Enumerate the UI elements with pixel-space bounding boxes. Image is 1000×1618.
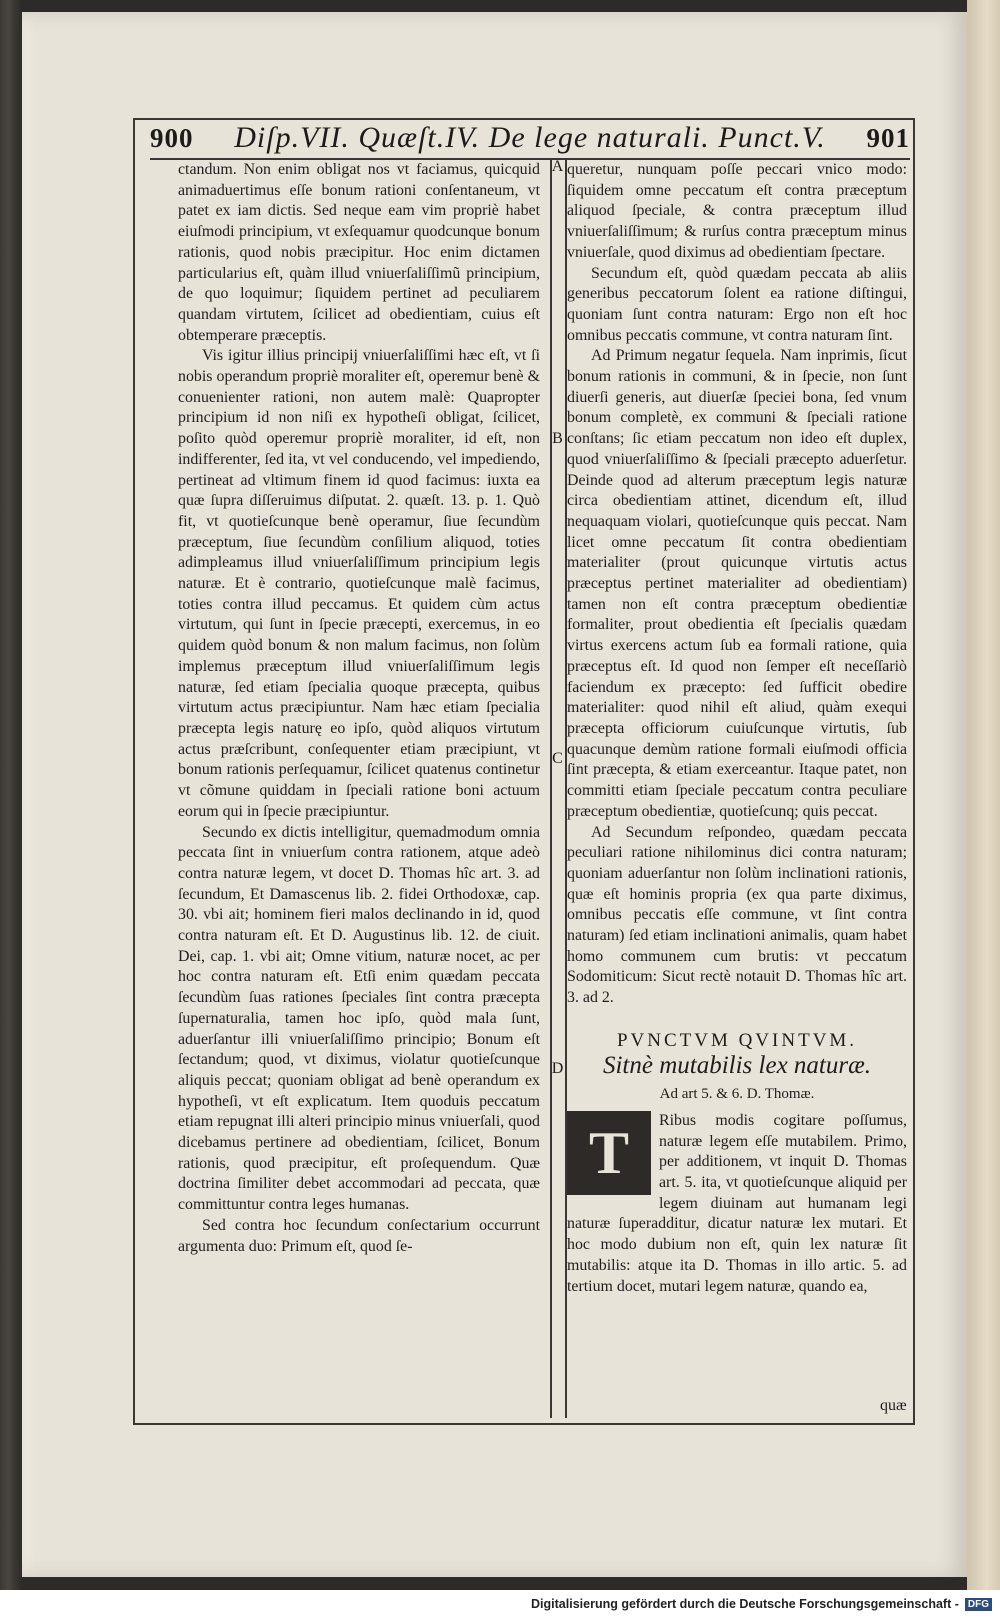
paragraph: Secundum eſt, quòd quædam peccata ab aliis generibus peccatorum ſolent ea ratione diſtingui, quoniam ſunt contra naturam: Ergo non eſt hoc omnibus peccatis commune, vt contra naturam ſint. bbox=[567, 264, 907, 344]
margin-letter-d: D bbox=[551, 1060, 564, 1077]
section-heading: PVNCTVM QVINTVM. bbox=[616, 1029, 858, 1051]
right-page-number: 901 bbox=[866, 122, 910, 153]
running-header bbox=[150, 118, 910, 160]
running-title: Diſp.VII. Quæſt.IV. De lege naturali. Punct.V. bbox=[234, 121, 826, 154]
paragraph: Sed contra hoc ſecundum conſectarium occurrunt argumenta duo: Primum eſt, quod ſe- bbox=[178, 1216, 540, 1255]
left-column bbox=[178, 160, 540, 1257]
paragraph: ctandum. Non enim obligat nos vt faciamus, quicquid animaduertimus eſſe bonum rationi conſentaneum, vt patet ex iam dictis. Sed neque eam vim propriè habet eiuſmodi principium, vt exſequamur quodcunque bonum rationis, quod nobis præcipitur. Hoc enim dictamen particularius eſt, quàm illud vniuerſaliſſimũ principium, de quo loquimur; ſiquidem pertinet ad peculiarem quandam virtutem, ſcilicet ad obedientiam, cuius eſt obtemperare præceptis. bbox=[178, 161, 540, 344]
paragraph: queretur, nunquam poſſe peccari vnico modo: ſiquidem omne peccatum eſt contra præceptum aliquod ſpeciale, & contra præceptum illud vniuerſaliſſimum; & rurſus contra præceptum minus vniuerſale, quod diximus ad obedientiam ſpectare. bbox=[567, 161, 907, 261]
decorated-initial: T bbox=[567, 1111, 651, 1195]
next-page-edge bbox=[967, 0, 1000, 1590]
paragraph: Ribus modis cogitare poſſumus, naturæ legem eſſe mutabilem. Primo, per additionem, vt inquit D. Thomas art. 5. ita, vt quotieſcunque aliquid per legem diuinam aut humanam legi naturæ ſuperadditur, dicatur naturæ lex mutari. Et hoc modo dubium non eſt, quin lex naturæ ſit mutabilis: atque ita D. Thomas in illo artic. 5. ad tertium docet, mutari legem naturæ, quando ea, bbox=[567, 1111, 907, 1295]
column-divider bbox=[550, 160, 552, 1418]
margin-letter-a: A bbox=[551, 158, 564, 175]
paragraph: Vis igitur illius principij vniuerſaliſſimi hæc eſt, vt ſi nobis operandum propriè moraliter eſt, operemur benè & conuenienter rationi, non autem malè: Quapropter principium id non niſi ex hypotheſi obligat, ſcilicet, poſito quòd operemur propriè moraliter, id eſt, non indifferenter, ſed ita, vt vel conducendo, vel impediendo, pertineat ad vltimum finem id quod facimus: iuxta ea quæ ſupra diſſeruimus diſputat. 2. quæſt. 13. p. 1. Quò fit, vt quotieſcunque benè operamur, ſiue ſecundùm præceptum, ſiue ſecundùm conſilium aliquod, toties adimpleamus illud vniuerſaliſſimum principium legis naturæ. Et è contrario, quotieſcunque malè facimus, toties contra illud peccamus. Et quidem cùm actus virtutum, qui ſunt in ſpecie præcepti, exercemus, in eo quidem quòd bonum & non malum facimus, non ſolùm implemus præceptum illud vniuerſaliſſimum legis naturæ, ſed etiam ſpecialia quoque præcepta, quibus virtutum actus præcipiuntur. Nam hæc etiam ſpecialia præcepta legis naturę eo ipſo, quòd aliquos virtutum actus præſcribunt, conſequenter etiam præcipiunt, vt bonum rationis perſequamur, ſcilicet quatenus continetur vt cõmune quiddam in ſpeciali ratione boni actuum eorum qui in ſpecie præcipiuntur. bbox=[178, 347, 540, 820]
digitization-footer bbox=[0, 1590, 1000, 1618]
catchword: quæ bbox=[880, 1397, 907, 1414]
section-title: Sitnè mutabilis lex naturæ. bbox=[602, 1051, 872, 1079]
paragraph: Secundo ex dictis intelligitur, quemadmodum omnia peccata ſint in vniuerſum contra rationem, atque adeò contra naturæ legem, vt docet D. Thomas hîc art. 3. ad ſecundum, Et Damascenus lib. 2. fidei Orthodoxæ, cap. 30. vbi ait; hominem fieri malos declinando in id, quod contra naturam eſt. Et D. Augustinus lib. 12. de ciuit. Dei, cap. 1. vbi ait; Omne vitium, naturæ nocet, ac per hoc contra naturam eſt. Etſi enim quædam peccata ſecundùm ſuas rationes ſpeciales ſint contra præcepta ſupernaturalia, tamen hoc ipſo, quòd mala ſunt, aduerſantur illi vniuerſaliſſimo principio; Bonum eſt ſectandum; quod, vt diximus, violatur quotieſcunque aliquis peccat; quoniam obligat ad benè operandum ex hypotheſi, vt eſt explicatum. Item quoduis peccatum etiam repugnat illi alteri principio minus vniuerſali, quod dicebamus pertinere ad obedientiam, ſcilicet, Bonum rationis, quod præcipitur, eſt proſequendum. Quæ doctrina ſimiliter debet accommodari ad peccata, quæ committuntur contra leges humanas. bbox=[178, 823, 540, 1214]
paragraph: Ad Secundum reſpondeo, quædam peccata peculiari ratione nihilominus dici contra naturam; quoniam aduerſantur non ſolùm inclinationi rationis, quæ eſt hominis propria (ex qua parte diximus, omnibus peccatis eſſe commune, vt ſint contra naturam) ſed etiam inclinationi animalis, quam habet homo communem cum brutis: vt peccatum Sodomiticum: Sicut rectè notauit D. Thomas hîc art. 3. ad 2. bbox=[567, 823, 907, 1007]
dfg-logo: DFG bbox=[965, 1598, 992, 1611]
section-body bbox=[567, 1111, 907, 1297]
left-page-number: 900 bbox=[150, 122, 194, 153]
section-reference: Ad art 5. & 6. D. Thomæ. bbox=[659, 1086, 815, 1103]
margin-letter-c: C bbox=[552, 750, 563, 767]
margin-letter-b: B bbox=[552, 430, 563, 447]
right-column bbox=[567, 160, 907, 1297]
paragraph: Ad Primum negatur ſequela. Nam inprimis, ſicut bonum rationis in communi, & in ſpecie, non ſunt diuerſi generis, aut diuerſæ ſpeciei bona, ſed vnum bonum completè, ex communi & ſpeciali ratione conſtans; ſic etiam peccatum non ideo eſt duplex, quod vniuerſaliſſimo & ſpeciali præcepto aduerſetur. Deinde quod ad alterum præceptum legis naturæ circa obedientiam attinet, dicendum eſt, illud nequaquam violari, quotieſcunque quis peccat. Nam licet omne peccatum ſit contra obedientiam materialiter (prout quicunque virtutis actus præceptus pertinet materialiter ad obedientiam) tamen non eſt contra præceptum obedientiæ formaliter, prout obedientia eſt ſpecialis quædam virtus exercens actum ſub ea formali ratione, quia præceptus eſt. Id quod non ſemper eſt neceſſariò faciendum ex præcepto: ſed ſufficit obedire materialiter: quod nihil eſt aliud, quàm exequi præcepta officiorum cuiuſcunque virtutis, ſub quacunque demùm ratione formali eiuſmodi officia ſint præcepta, & etiam exerceantur. Itaque patet, non committi etiam ſpeciale peccatum contra peculiare præceptum obedientiæ, quotieſcunq; quis peccat. bbox=[567, 347, 907, 820]
footer-text: Digitalisierung gefördert durch die Deutsche Forschungsgemeinschaft - bbox=[531, 1597, 959, 1611]
